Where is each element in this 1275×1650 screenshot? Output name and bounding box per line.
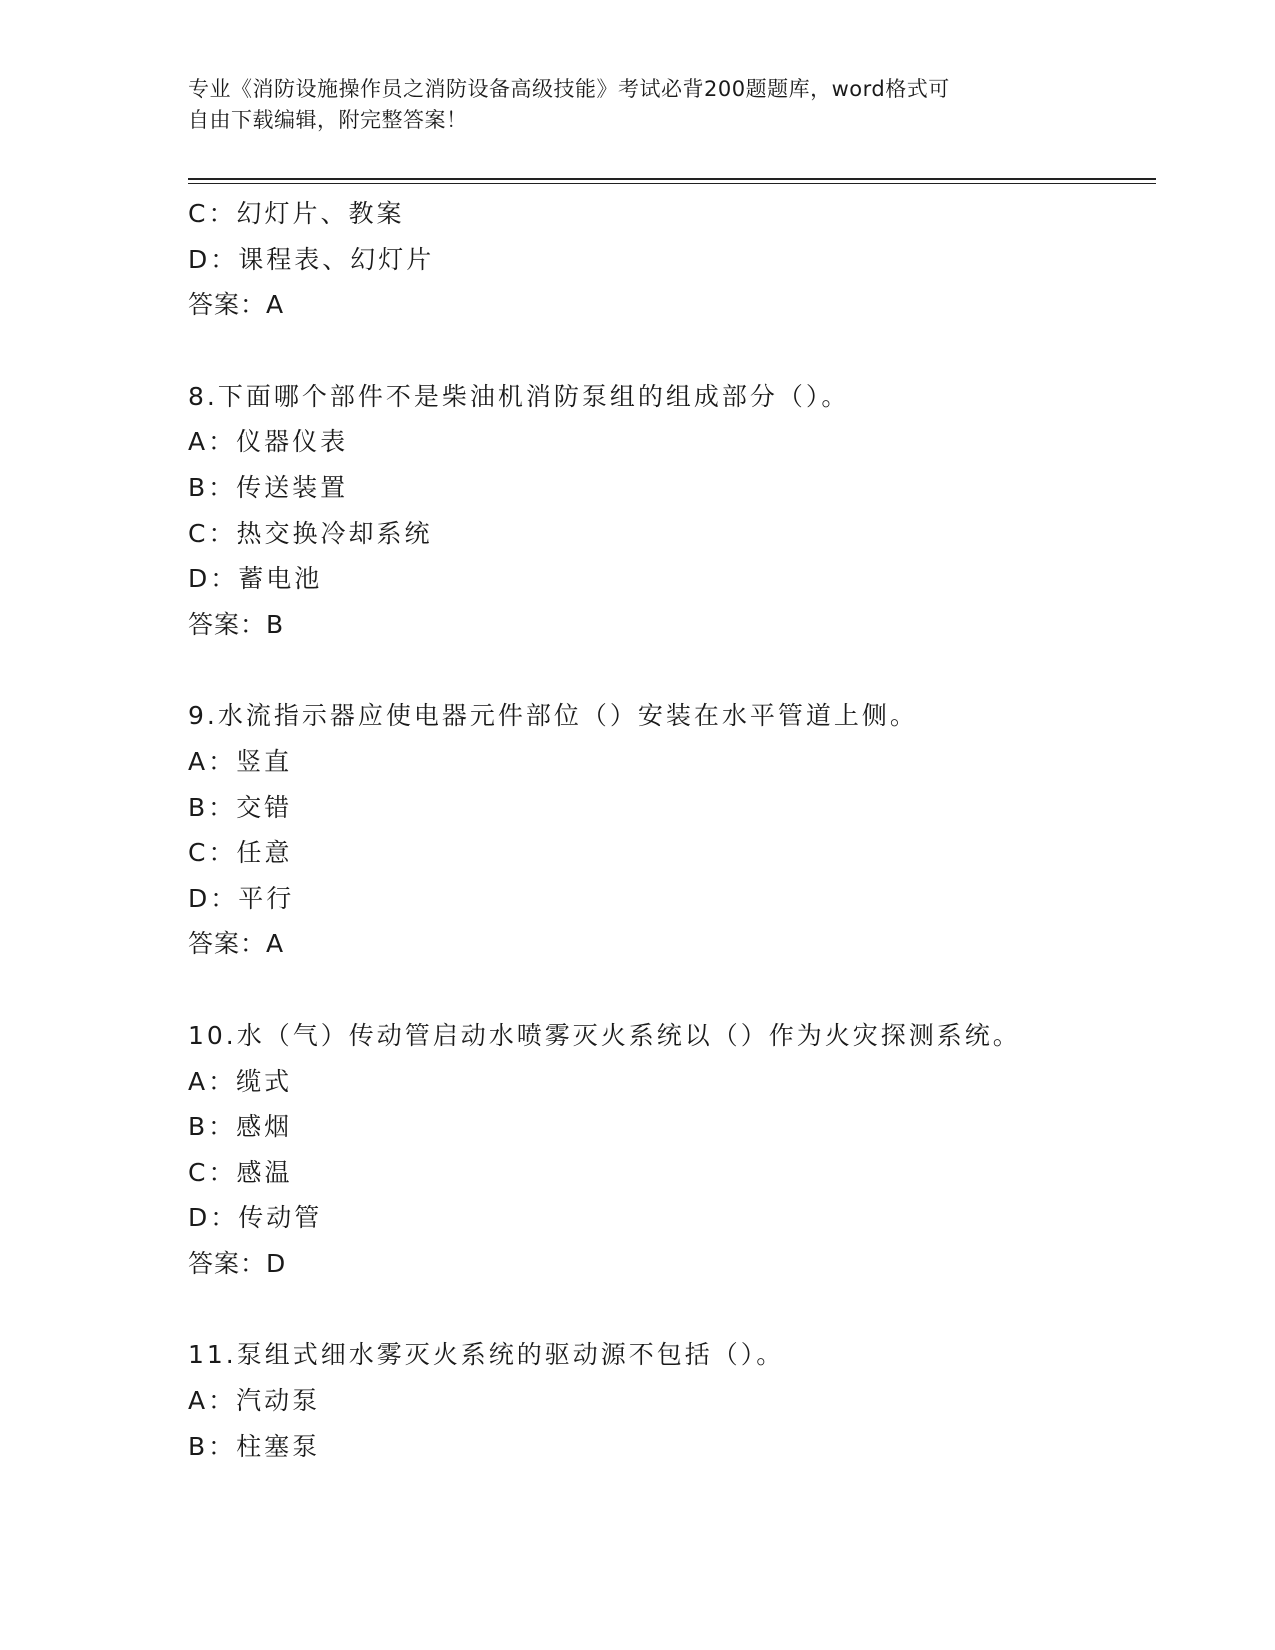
question-text: 8.下面哪个部件不是柴油机消防泵组的组成部分（）。 — [188, 381, 850, 411]
question-list — [188, 191, 1148, 1469]
option-a: A：汽动泵 — [188, 1386, 321, 1416]
option-d: D：课程表、幻灯片 — [188, 244, 435, 274]
option-c: C：幻灯片、教案 — [188, 199, 405, 228]
question-text: 9.水流指示器应使电器元件部位（）安装在水平管道上侧。 — [188, 701, 918, 731]
option-d: D：平行 — [188, 883, 295, 913]
question-block-8 — [188, 374, 1148, 648]
answer-line: 答案：B — [188, 609, 285, 639]
option-b: B：传送装置 — [188, 472, 349, 502]
question-block-11 — [188, 1332, 1148, 1469]
header-line-2: 自由下载编辑，附完整答案！ — [188, 108, 468, 132]
spacer — [188, 328, 1148, 374]
question-block-10 — [188, 1013, 1148, 1287]
question-block-9 — [188, 693, 1148, 967]
option-b: B：感烟 — [188, 1112, 293, 1142]
answer-line: 答案：A — [188, 290, 285, 320]
option-c: C：热交换冷却系统 — [188, 518, 433, 548]
spacer — [188, 647, 1148, 693]
question-text: 10.水（气）传动管启动水喷雾灭火系统以（）作为火灾探测系统。 — [188, 1020, 1021, 1050]
question-block-7 — [188, 191, 1148, 328]
option-a: A：竖直 — [188, 746, 293, 776]
option-a: A：缆式 — [188, 1066, 293, 1096]
option-b: B：柱塞泵 — [188, 1431, 321, 1461]
answer-line: 答案：A — [188, 929, 285, 959]
header-divider-thick — [188, 178, 1156, 180]
spacer — [188, 1286, 1148, 1332]
page-header — [188, 74, 1068, 136]
option-c: C：感温 — [188, 1157, 293, 1187]
option-c: C：任意 — [188, 838, 293, 868]
header-line-1: 专业《消防设施操作员之消防设备高级技能》考试必背200题题库，word格式可 — [188, 77, 950, 101]
option-d: D：传动管 — [188, 1203, 323, 1233]
question-text: 11.泵组式细水雾灭火系统的驱动源不包括（）。 — [188, 1340, 785, 1370]
option-b: B：交错 — [188, 792, 293, 822]
spacer — [188, 967, 1148, 1013]
answer-line: 答案：D — [188, 1248, 287, 1278]
header-divider-thin — [188, 183, 1156, 184]
option-d: D：蓄电池 — [188, 564, 323, 594]
option-a: A：仪器仪表 — [188, 427, 349, 457]
